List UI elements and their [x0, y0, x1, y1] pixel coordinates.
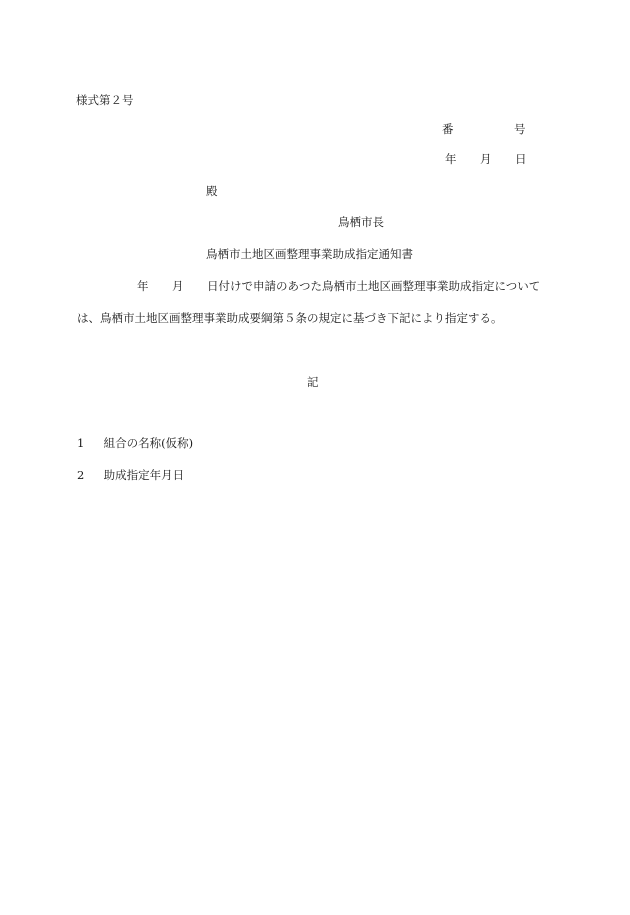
body-line1: 日付けで申請のあつた鳥栖市土地区画整理事業助成指定について: [207, 279, 541, 293]
item-label: 組合の名称(仮称): [103, 436, 194, 450]
item-number: 2: [77, 468, 85, 482]
form-label: 様式第２号: [76, 93, 134, 107]
list-item: [77, 470, 184, 482]
date-month: 月: [480, 152, 492, 166]
body-line2: は、鳥栖市土地区画整理事業助成要綱第５条の規定に基づき下記により指定する。: [77, 311, 503, 325]
date-year: 年: [445, 152, 457, 166]
date-day: 日: [515, 152, 527, 166]
document-title: 鳥栖市土地区画整理事業助成指定通知書: [206, 247, 413, 261]
body-month: 月: [172, 279, 184, 293]
item-number: 1: [77, 436, 85, 450]
list-item: [77, 438, 193, 450]
body-year: 年: [137, 279, 149, 293]
ki-heading: 記: [307, 375, 319, 389]
number-ban: 番: [442, 122, 454, 136]
recipient-honorific: 殿: [206, 184, 218, 198]
number-go: 号: [514, 122, 526, 136]
issuer-name: 鳥栖市長: [338, 215, 384, 229]
item-label: 助成指定年月日: [103, 468, 185, 482]
